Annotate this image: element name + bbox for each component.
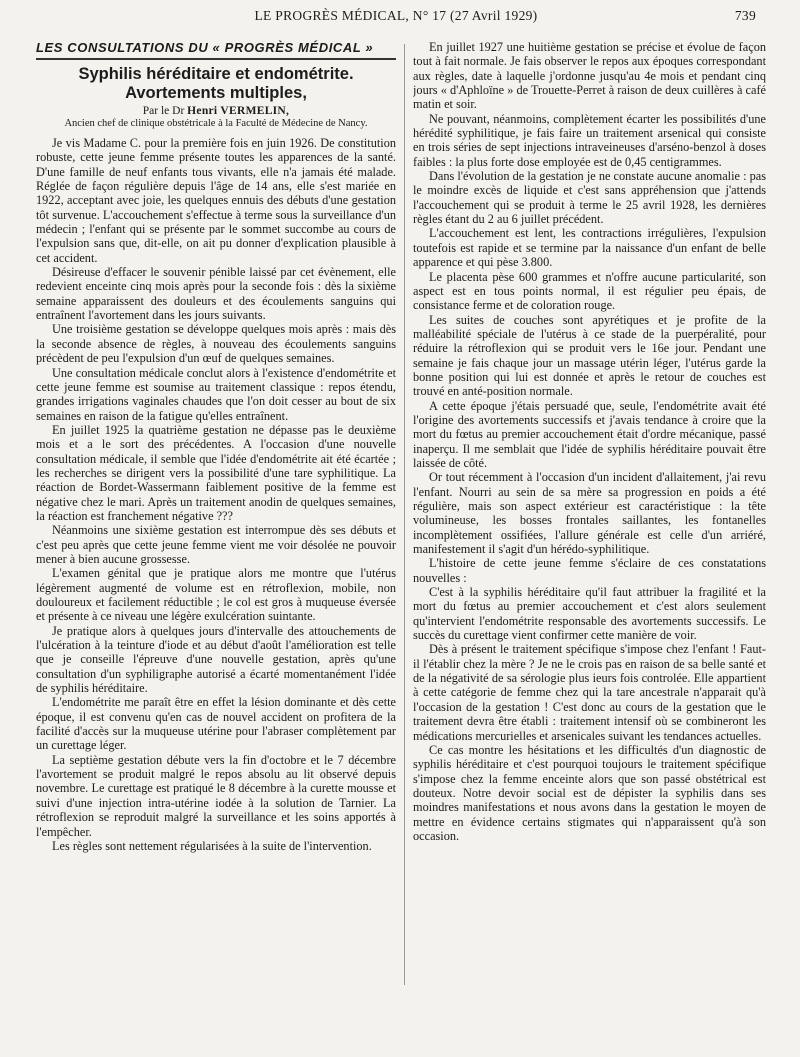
page-body [36, 40, 766, 1045]
paragraph: C'est à la syphilis héréditaire qu'il faut attribuer la fragilité et la mort du fœtus au premier accouchement et c'est alors seulement qu'intervient l'endométrite responsable des avortements successifs. Le succès du curettage vient confirmer cette manière de voir. [413, 585, 766, 643]
paragraph: Ce cas montre les hésitations et les difficultés d'un diagnostic de syphilis héréditaire et c'est pourquoi toujours le traitement spécifique s'impose chez la femme enceinte alors que son passé obstétrical est douteux. Notre devoir social est de dépister la syphilis dans ses moindres manifestations et nous avons dans la gestation le moyen de mettre en évidence certains stigmates qui n'apparaissent qu'à son occasion. [413, 742, 766, 843]
paragraph: Dès à présent le traitement spécifique s'impose chez l'enfant ! Faut-il l'établir chez la mère ? Je ne le crois pas en raison de sa belle santé et de la négativité de sa sérologie plus ieurs fois controlée. Elle appartient à cette catégorie de femme chez qui la tare ancestrale n'apparait qu'à l'occasion de la gestation ! C'est donc au cours de la gestation que le traitement devra être établi : traitement intensif où se combineront les médications mercurielles et arsenicales suivant les tendances actuelles. [413, 642, 766, 743]
paragraph: La septième gestation débute vers la fin d'octobre et le 7 décembre l'avortement se produit malgré le repos absolu au lit observé depuis novembre. Le curettage est pratiqué le 8 décembre à la curette mousse et suivi d'une injection intra-utérine iodée à la solution de Tarnier. La rétroflexion se reproduit malgré la surveillance et les soins apportés à l'empêcher. [36, 752, 396, 839]
paragraph: L'histoire de cette jeune femme s'éclaire de ces constatations nouvelles : [413, 556, 766, 585]
paragraph: Je pratique alors à quelques jours d'intervalle des attouchements de l'ulcération à la teinture d'iode et au début d'août l'amélioration est telle que je conseille l'épreuve d'une nouvelle gestation, après qu'une consultation d'un syphiligraphe autorisé a écarté momentanément l'idée de syphilis héréditaire. [36, 623, 396, 696]
paragraph: A cette époque j'étais persuadé que, seule, l'endométrite avait été l'origine des avortements successifs et j'avais tendance à croire que la mort du fœtus au premier accouchement était d'ordre mécanique, passé inaperçu. Il me semblait que l'idée de syphilis héréditaire pouvait être laissée de côté. [413, 398, 766, 470]
paragraph: Le placenta pèse 600 grammes et n'offre aucune particularité, son aspect est en tous points normal, il est régulier peu épais, de consistance ferme et de coloration rouge. [413, 269, 766, 313]
left-column [36, 40, 396, 1045]
paragraph: Désireuse d'effacer le souvenir pénible laissé par cet évènement, elle redevient enceinte cinq mois après pour la seconde fois : dès la sixième semaine apparaissent des douleurs et des écoulements sanguins qui entraînent l'avortement dans les jours suivants. [36, 265, 396, 323]
column-divider [404, 44, 405, 985]
paragraph: Or tout récemment à l'occasion d'un incident d'allaitement, j'ai revu l'enfant. Nourri au sein de sa mère sa progression en poids a été régulière, mais son aspect extérieur est caractéristique : la tête volumineuse, les bosses frontales saillantes, les fontanelles incomplètement ossifiées, l'allure générale est celle d'un arriéré, manifestement il s'agit d'un hérédo-syphilitique. [413, 470, 766, 557]
journal-header: LE PROGRÈS MÉDICAL, N° 17 (27 Avril 1929) [254, 8, 538, 23]
left-column-text [36, 136, 396, 853]
paragraph: Les suites de couches sont apyrétiques et je profite de la malléabilité spéciale de l'utérus à ce stade de la puerpéralité, pour réduire la rétroflexion qui se produit vers le 16e jour. Pendant une semaine je fais chaque jour un massage utérin léger, l'utérus garde la bonne position qui lui est donnée et après le retour de couches est trouvé en anté-position normale. [413, 312, 766, 399]
paragraph: Dans l'évolution de la gestation je ne constate aucune anomalie : pas le moindre excès de liquide et c'est sans appréhension que j'attends l'accouchement qui se produit à terme le 25 avril 1928, les dernières règles étant du 2 au 6 juillet précédent. [413, 169, 766, 227]
right-column-text [413, 40, 766, 843]
paragraph: En juillet 1925 la quatrième gestation ne dépasse pas le deuxième mois et a le sort des précédentes. A l'occasion d'une nouvelle consultation médicale, il semble que l'idée d'endométrite ait été écartée ; les recherches se dirigent vers la possibilité d'une tare syphilitique. La réaction de Bordet-Wassermann faiblement positive de la femme est négative chez le mari. Après un traitement anodin de quelques semaines, la réaction est franchement négative ??? [36, 422, 396, 523]
paragraph: Une troisième gestation se développe quelques mois après : mais dès la seconde absence de règles, à nouveau des écoulements sanguins précèdent de peu l'expulsion d'un œuf de quelques semaines. [36, 322, 396, 366]
article-title [36, 65, 396, 103]
author-name: Henri VERMELIN, [187, 105, 290, 117]
paragraph: L'examen génital que je pratique alors me montre que l'utérus légèrement augmenté de volume est en rétroflexion, mobile, non douloureux et facilement réductible ; le col est gros à muqueuse éversée et présente à ce niveau une légère exulcération suintante. [36, 566, 396, 624]
paragraph: Une consultation médicale conclut alors à l'existence d'endométrite et cette jeune femme est soumise au traitement classique : repos étendu, grandes irrigations vaginales chaudes que l'on doit cesser au bout de six semaines en raison de la fatigue qu'elles entraînent. [36, 365, 396, 423]
section-title: LES CONSULTATIONS DU « PROGRÈS MÉDICAL » [36, 40, 396, 60]
paragraph: Les règles sont nettement régularisées à la suite de l'intervention. [52, 838, 372, 853]
paragraph: L'endométrite me paraît être en effet la lésion dominante et dès cette époque, il est convenu qu'en cas de nouvel accident on profitera de la facilité d'accès sur la muqueuse utérine pour l'abraser complètement par un curettage léger. [36, 695, 396, 753]
byline-prefix: Par le Dr [142, 105, 185, 117]
byline [36, 105, 396, 118]
paragraph: En juillet 1927 une huitième gestation se précise et évolue de façon tout à fait normale. Je fais observer le repos aux époques correspondant aux règles, date à laquelle j'ordonne jusqu'au 4e mois et pendant cinq jours « d'Aphloïne » de Trouette-Perret à raison de deux cuillères à café matin et soir. [413, 40, 766, 112]
paragraph: Je vis Madame C. pour la première fois en juin 1926. De constitution robuste, cette jeune femme présente toutes les apparences de la santé. D'une famille de neuf enfants tous vivants, elle n'a jamais été malade. Réglée de façon régulière depuis l'âge de 14 ans, elle s'est mariée en 1922, acceptant avec joie, les quelques ennuis des débuts d'une gestation tôt survenue. L'accouchement s'effectue à terme sous la surveillance d'un médecin ; l'enfant qui se présente par le sommet succombe au cours de l'expulsion sans que, dit-elle, on ait pu donner d'explication plausible à cet accident. [36, 136, 396, 265]
running-head [36, 8, 756, 28]
author-affiliation: Ancien chef de clinique obstétricale à la Faculté de Médecine de Nancy. [64, 118, 368, 129]
page-number: 739 [734, 8, 756, 23]
article-title-line-1: Syphilis héréditaire et endométrite. [78, 65, 354, 83]
paragraph: Néanmoins une sixième gestation est interrompue dès ses débuts et c'est peu après que cette jeune femme vient me voir désolée ne pouvoir mener à bien aucune grossesse. [36, 523, 396, 566]
paragraph: L'accouchement est lent, les contractions irrégulières, l'expulsion toutefois est rapide et se termine par la naissance d'un enfant de belle apparence et qui pèse 3.800. [413, 226, 766, 270]
article-title-line-2: Avortements multiples, [125, 84, 307, 102]
paragraph: Ne pouvant, néanmoins, complètement écarter les possibilités d'une hérédité syphilitique, je fais faire un traitement arsenical qui consiste en trois séries de sept injections intraveineuses d'arséno-benzol à doses faibles : la plus forte dose employée est de 0,45 centigrammes. [413, 111, 766, 169]
right-column [413, 40, 766, 1045]
